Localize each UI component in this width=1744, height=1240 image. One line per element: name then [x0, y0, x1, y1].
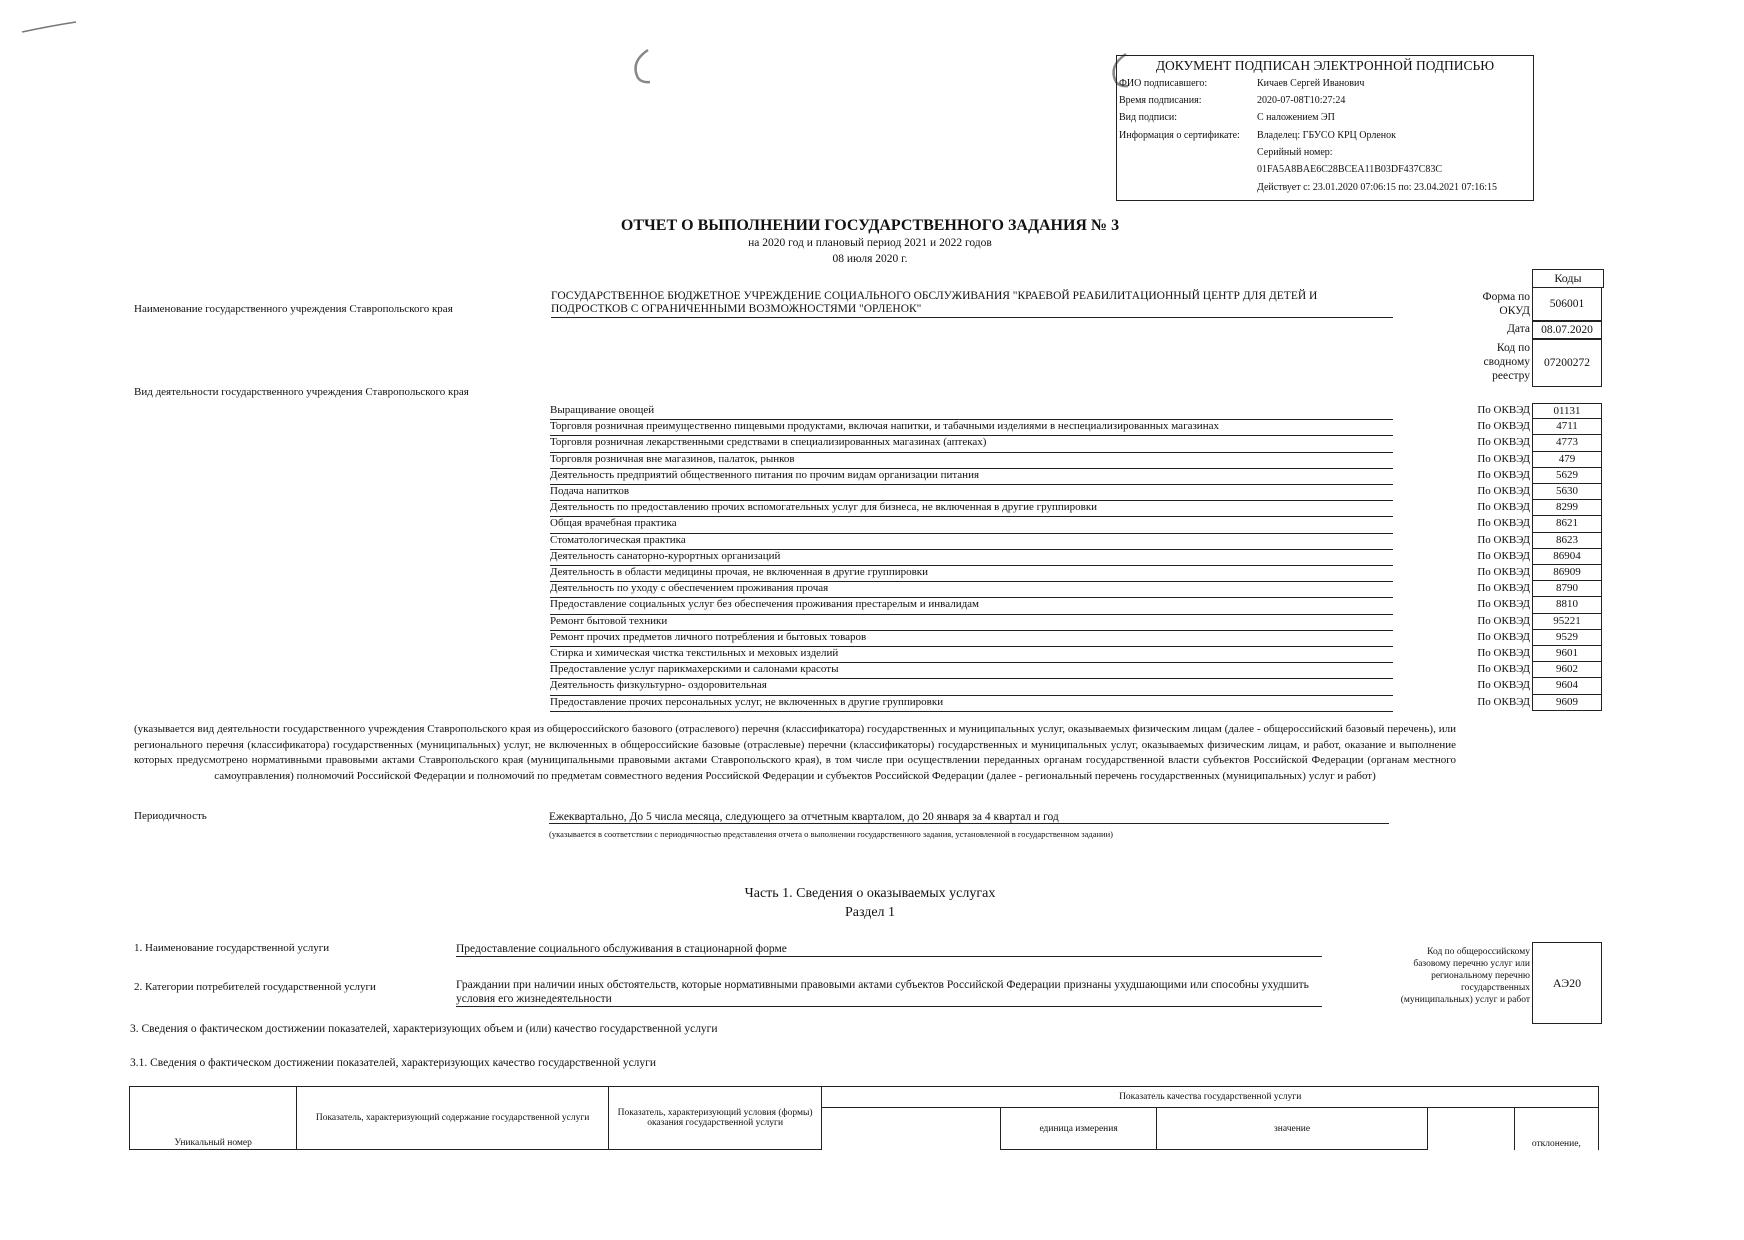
activity-name: Ремонт прочих предметов личного потребления и бытовых товаров	[550, 630, 1393, 647]
okved-label: По ОКВЭД	[1477, 647, 1530, 659]
content-indicator-header: Показатель, характеризующий содержание государственной услуги	[297, 1087, 609, 1150]
empty-cell	[1428, 1108, 1515, 1150]
activity-name: Деятельность санаторно-курортных организаций	[550, 549, 1393, 566]
okved-label: По ОКВЭД	[1477, 695, 1530, 708]
activity-name: Стоматологическая практика	[550, 533, 1393, 550]
unique-number-header: Уникальный номер	[130, 1087, 297, 1150]
signature-row: Время подписания: 2020-07-08T10:27:24	[1119, 95, 1346, 106]
registry-label: Код по сводному реестру	[1483, 342, 1530, 382]
signature-title: ДОКУМЕНТ ПОДПИСАН ЭЛЕКТРОННОЙ ПОДПИСЬЮ	[1155, 58, 1495, 73]
okved-label: По ОКВЭД	[1477, 533, 1530, 546]
okved-code: 479	[1532, 452, 1602, 468]
okved-code: 5629	[1532, 468, 1602, 484]
activity-name: Стирка и химическая чистка текстильных и меховых изделий	[550, 646, 1393, 663]
value-header: значение	[1156, 1108, 1427, 1150]
activity-name: Предоставление социальных услуг без обеспечения проживания престарелым и инвалидам	[550, 597, 1393, 614]
okved-label: По ОКВЭД	[1477, 468, 1530, 481]
okved-label: По ОКВЭД	[1477, 485, 1530, 497]
activity-note: (указывается вид деятельности государственного учреждения Ставропольского края из общероссийского базового (отраслевого) перечня (классификатора) государственных и муниципальных услуг, оказываемых физическим лицам (далее - общероссийский базовый перечень), или регионального перечня (классификатора) государственных (муниципальных) услуг, не включенных в общероссийские базовые (отраслевые) перечни (классификаторы) государственных и муниципальных услуг, оказываемых физическим лицам, и работ, оказание и выполнение которых предусмотрено нормативными правовыми актами Ставропольского края (муниципальными правовыми актами Ставропольского края), в том числе при осуществлении переданных органам государственной власти субъектов Российской Федерации (органам местного самоуправления) полномочий Российской Федерации и полномочий по предметам совместного ведения Российской Федерации и субъектов Российской Федерации (далее - региональный перечень государственных (муниципальных) услуг и работ)	[134, 723, 1456, 782]
okved-code: 01131	[1532, 403, 1602, 419]
activity-name: Общая врачебная практика	[550, 516, 1393, 533]
date-label: Дата	[1507, 323, 1530, 335]
okved-code: 9609	[1532, 695, 1602, 711]
service-category: Граждании при наличии иных обстоятельств, которые нормативными правовыми актами субъектов Российской Федерации признаны ухудшающими или способны ухудшить условия его жизнедеятельности	[456, 978, 1322, 1007]
signature-row: Действует с: 23.01.2020 07:06:15 по: 23.04.2021 07:16:15	[1257, 182, 1498, 193]
okved-code: 4773	[1532, 435, 1602, 451]
service-code-label: Код по общероссийскому базовому перечню услуг или региональному перечню государственных (муниципальных) услуг и работ	[1400, 947, 1530, 1005]
activity-name: Деятельность в области медицины прочая, не включенная в другие группировки	[550, 565, 1393, 582]
okved-label: По ОКВЭД	[1477, 549, 1530, 562]
section-3-title: 3. Сведения о фактическом достижении показателей, характеризующих объем и (или) качество государственной услуги	[130, 1023, 718, 1035]
activity-name: Торговля розничная преимущественно пищевыми продуктами, включая напитки, и табачными изделиями в неспециализированных магазинах	[550, 419, 1393, 436]
periodicity-note: (указывается в соответствии с периодичностью представления отчета о выполнении государственного задания, установленной в государственном задании)	[549, 829, 1113, 839]
okved-label: По ОКВЭД	[1477, 452, 1530, 465]
okved-label: По ОКВЭД	[1477, 582, 1530, 595]
okved-code: 8790	[1532, 581, 1602, 597]
document-period: на 2020 год и плановый период 2021 и 2022 годов	[748, 237, 992, 249]
okved-code: 8623	[1532, 533, 1602, 549]
codes-header: Коды	[1532, 269, 1604, 288]
activity-name: Ремонт бытовой техники	[550, 614, 1393, 631]
service-name: Предоставление социального обслуживания в стационарной форме	[456, 942, 1322, 957]
activity-name: Деятельность по уходу с обеспечением проживания прочая	[550, 581, 1393, 598]
okved-code: 9601	[1532, 646, 1602, 662]
okved-label: По ОКВЭД	[1477, 420, 1530, 433]
okud-label: Форма по ОКУД	[1482, 291, 1530, 317]
condition-indicator-header: Показатель, характеризующий условия (формы) оказания государственной услуги	[608, 1087, 821, 1150]
service-name-label: 1. Наименование государственной услуги	[134, 942, 330, 954]
section-title: Раздел 1	[844, 905, 896, 920]
service-code: АЭ20	[1532, 942, 1602, 1024]
signature-row: 01FA5A8BAE6C28BCEA11B03DF437C83C	[1257, 164, 1443, 175]
empty-cell	[822, 1108, 1001, 1150]
okved-label: По ОКВЭД	[1477, 614, 1530, 627]
activity-name: Предоставление прочих персональных услуг, не включенных в другие группировки	[550, 695, 1393, 712]
okved-code: 8621	[1532, 516, 1602, 532]
activity-name: Торговля розничная лекарственными средствами в специализированных магазинах (аптеках)	[550, 435, 1393, 452]
okved-label: По ОКВЭД	[1477, 630, 1530, 643]
unit-header: единица измерения	[1001, 1108, 1157, 1150]
okved-code: 5630	[1532, 484, 1602, 500]
activity-name: Торговля розничная вне магазинов, палаток, рынков	[550, 452, 1393, 469]
signature-row: Серийный номер:	[1257, 147, 1333, 158]
quality-indicator-header: Показатель качества государственной услуги	[822, 1087, 1599, 1108]
okved-label: По ОКВЭД	[1477, 679, 1530, 692]
okved-code: 4711	[1532, 419, 1602, 435]
scan-mark-line	[20, 18, 80, 38]
okved-code: 8299	[1532, 500, 1602, 516]
service-category-label: 2. Категории потребителей государственной услуги	[134, 981, 376, 993]
okved-label: По ОКВЭД	[1477, 566, 1530, 578]
okved-code: 8810	[1532, 597, 1602, 613]
periodicity-value: Ежеквартально, До 5 числа месяца, следующего за отчетным кварталом, до 20 января за 4 квартал и год	[549, 811, 1389, 824]
periodicity-label: Периодичность	[134, 810, 207, 822]
activity-name: Деятельность по предоставлению прочих вспомогательных услуг для бизнеса, не включенная в другие группировки	[550, 500, 1393, 517]
quality-indicators-table	[129, 1086, 1599, 1150]
okved-label: По ОКВЭД	[1477, 501, 1530, 514]
okved-code: 9602	[1532, 662, 1602, 678]
okved-code: 9529	[1532, 630, 1602, 646]
registry-code: 07200272	[1532, 339, 1602, 387]
okved-code: 9604	[1532, 678, 1602, 694]
activity-name: Выращивание овощей	[550, 403, 1393, 420]
okved-code: 86904	[1532, 549, 1602, 565]
part-title: Часть 1. Сведения о оказываемых услугах	[744, 886, 996, 901]
okved-code: 86909	[1532, 565, 1602, 581]
okved-label: По ОКВЭД	[1477, 517, 1530, 530]
activity-label: Вид деятельности государственного учреждения Ставропольского края	[134, 386, 469, 398]
activity-name: Подача напитков	[550, 484, 1393, 501]
activity-name: Предоставление услуг парикмахерскими и салонами красоты	[550, 662, 1393, 679]
scan-mark-arc	[628, 46, 654, 86]
date-code: 08.07.2020	[1532, 321, 1602, 339]
signature-row: ФИО подписавшего: Кичаев Сергей Иванович	[1119, 78, 1365, 89]
okved-label: По ОКВЭД	[1477, 404, 1530, 416]
signature-row: Информация о сертификате: Владелец: ГБУСО КРЦ Орленок	[1119, 130, 1397, 141]
document-title: ОТЧЕТ О ВЫПОЛНЕНИИ ГОСУДАРСТВЕННОГО ЗАДАНИЯ № 3	[620, 217, 1120, 234]
okud-code: 506001	[1532, 287, 1602, 321]
document-date: 08 июля 2020 г.	[832, 253, 908, 265]
okved-label: По ОКВЭД	[1477, 436, 1530, 449]
section-3-1-title: 3.1. Сведения о фактическом достижении показателей, характеризующих качество государственной услуги	[130, 1057, 657, 1069]
institution-label: Наименование государственного учреждения Ставропольского края	[134, 303, 453, 315]
okved-label: По ОКВЭД	[1477, 598, 1530, 611]
activity-name: Деятельность предприятий общественного питания по прочим видам организации питания	[550, 468, 1393, 485]
institution-name: ГОСУДАРСТВЕННОЕ БЮДЖЕТНОЕ УЧРЕЖДЕНИЕ СОЦИАЛЬНОГО ОБСЛУЖИВАНИЯ "КРАЕВОЙ РЕАБИЛИТАЦИОННЫЙ ЦЕНТР ДЛЯ ДЕТЕЙ И ПОДРОСТКОВ С ОГРАНИЧЕННЫМИ ВОЗМОЖНОСТЯМИ "ОРЛЕНОК"	[551, 290, 1393, 318]
okved-code: 95221	[1532, 614, 1602, 630]
signature-row: Вид подписи: С наложением ЭП	[1119, 112, 1335, 123]
signature-stamp	[1116, 55, 1534, 201]
activity-name: Деятельность физкультурно- оздоровительная	[550, 678, 1393, 695]
okved-label: По ОКВЭД	[1477, 663, 1530, 676]
deviation-header: отклонение,	[1514, 1108, 1598, 1150]
